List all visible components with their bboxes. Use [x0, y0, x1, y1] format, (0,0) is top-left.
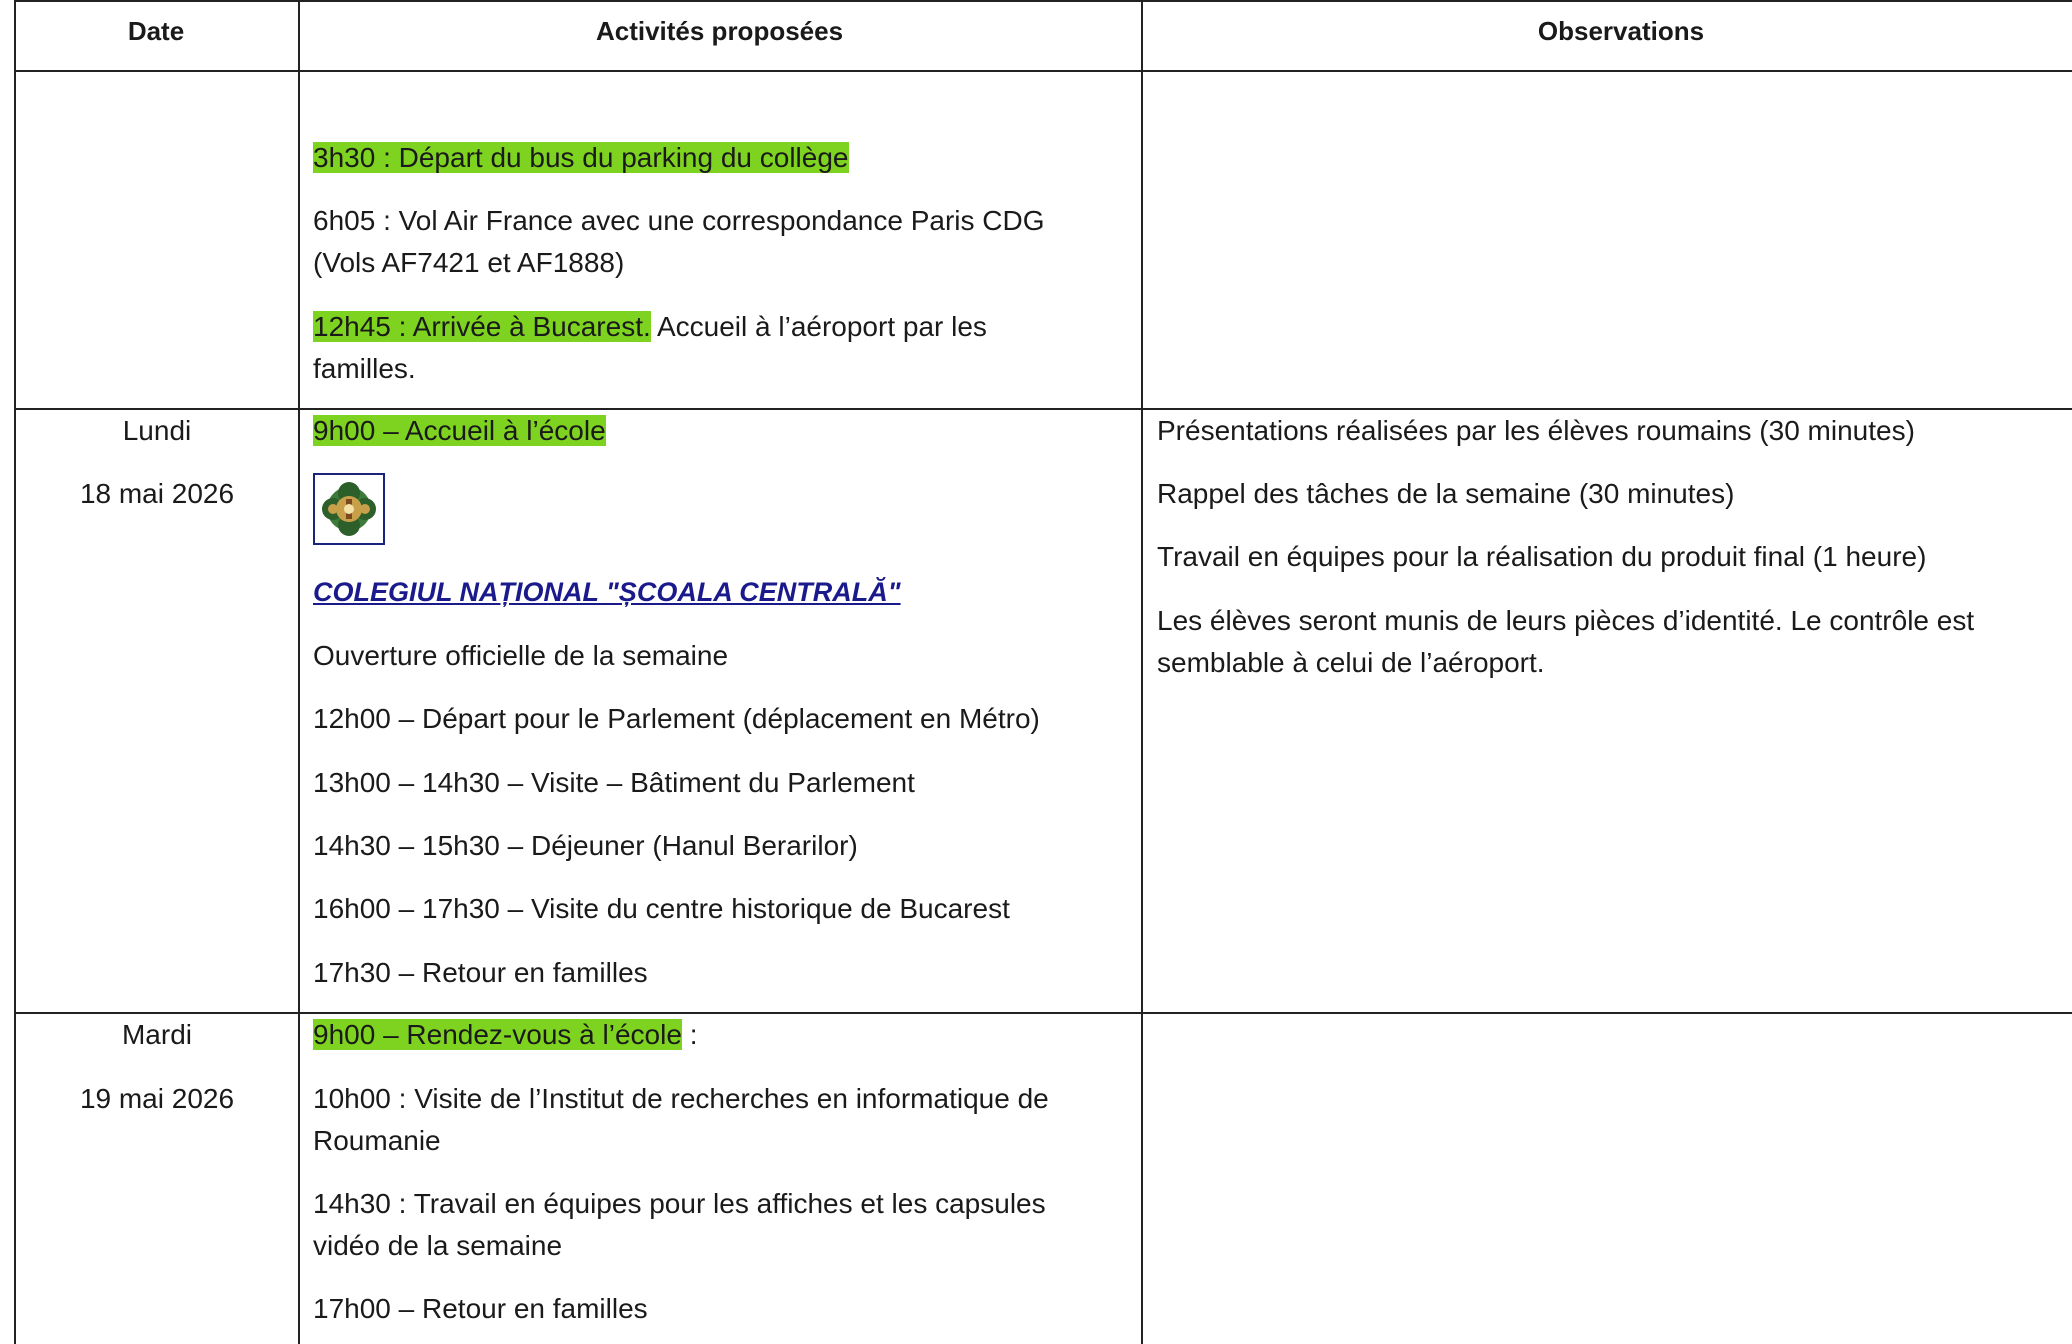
- table-border-left: [14, 0, 16, 1344]
- date-day: Mardi: [121, 1019, 192, 1050]
- header-activities: Activités proposées: [595, 16, 844, 46]
- activity-line: familles.: [313, 353, 416, 384]
- column-divider: [1141, 0, 1143, 1344]
- activity-line: 14h30 – 15h30 – Déjeuner (Hanul Berarilor): [313, 830, 858, 861]
- observation-line: semblable à celui de l’aéroport.: [1157, 647, 1545, 678]
- observation-line: Travail en équipes pour la réalisation du produit final (1 heure): [1157, 541, 1927, 572]
- activity-line: 12h00 – Départ pour le Parlement (déplacement en Métro): [313, 703, 1040, 734]
- activity-line: Roumanie: [313, 1125, 441, 1156]
- header-observations: Observations: [1537, 16, 1705, 46]
- activity-line: vidéo de la semaine: [313, 1230, 563, 1261]
- activity-text: :: [681, 1019, 698, 1050]
- activity-line: Ouverture officielle de la semaine: [313, 640, 729, 671]
- date-full: 19 mai 2026: [79, 1083, 235, 1114]
- activity-line: [313, 137, 849, 179]
- activity-line: 14h30 : Travail en équipes pour les affiches et les capsules: [313, 1188, 1046, 1219]
- school-link[interactable]: COLEGIUL NAȚIONAL "ȘCOALA CENTRALĂ": [313, 577, 901, 607]
- activity-text: Accueil à l’aéroport par les: [650, 311, 987, 342]
- observation-line: Présentations réalisées par les élèves roumains (30 minutes): [1157, 415, 1915, 446]
- activity-line: 16h00 – 17h30 – Visite du centre historique de Bucarest: [313, 893, 1010, 924]
- highlighted-activity: 9h00 – Accueil à l’école: [313, 415, 606, 446]
- observation-line: Les élèves seront munis de leurs pièces d’identité. Le contrôle est: [1157, 605, 1975, 636]
- activity-line: [313, 1014, 697, 1056]
- highlighted-activity: 9h00 – Rendez-vous à l’école: [313, 1019, 682, 1050]
- activity-line: 17h30 – Retour en familles: [313, 957, 648, 988]
- highlighted-activity: 3h30 : Départ du bus du parking du collège: [313, 142, 849, 173]
- activity-line: [313, 410, 606, 452]
- activity-line: [313, 306, 987, 348]
- header-date: Date: [127, 16, 185, 46]
- date-day: Lundi: [122, 415, 192, 446]
- observation-line: Rappel des tâches de la semaine (30 minutes): [1157, 478, 1735, 509]
- highlighted-activity: 12h45 : Arrivée à Bucarest.: [313, 311, 651, 342]
- college-crest-icon: [313, 473, 385, 545]
- activity-line: 17h00 – Retour en familles: [313, 1293, 648, 1324]
- header-bottom-border: [14, 70, 2072, 72]
- table-border-top: [14, 0, 2072, 2]
- date-full: 18 mai 2026: [79, 478, 235, 509]
- activity-line: 6h05 : Vol Air France avec une correspondance Paris CDG: [313, 205, 1045, 236]
- column-divider: [298, 0, 300, 1344]
- activity-line: 13h00 – 14h30 – Visite – Bâtiment du Parlement: [313, 767, 915, 798]
- activity-line: 10h00 : Visite de l’Institut de recherches en informatique de: [313, 1083, 1049, 1114]
- activity-line: (Vols AF7421 et AF1888): [313, 247, 625, 278]
